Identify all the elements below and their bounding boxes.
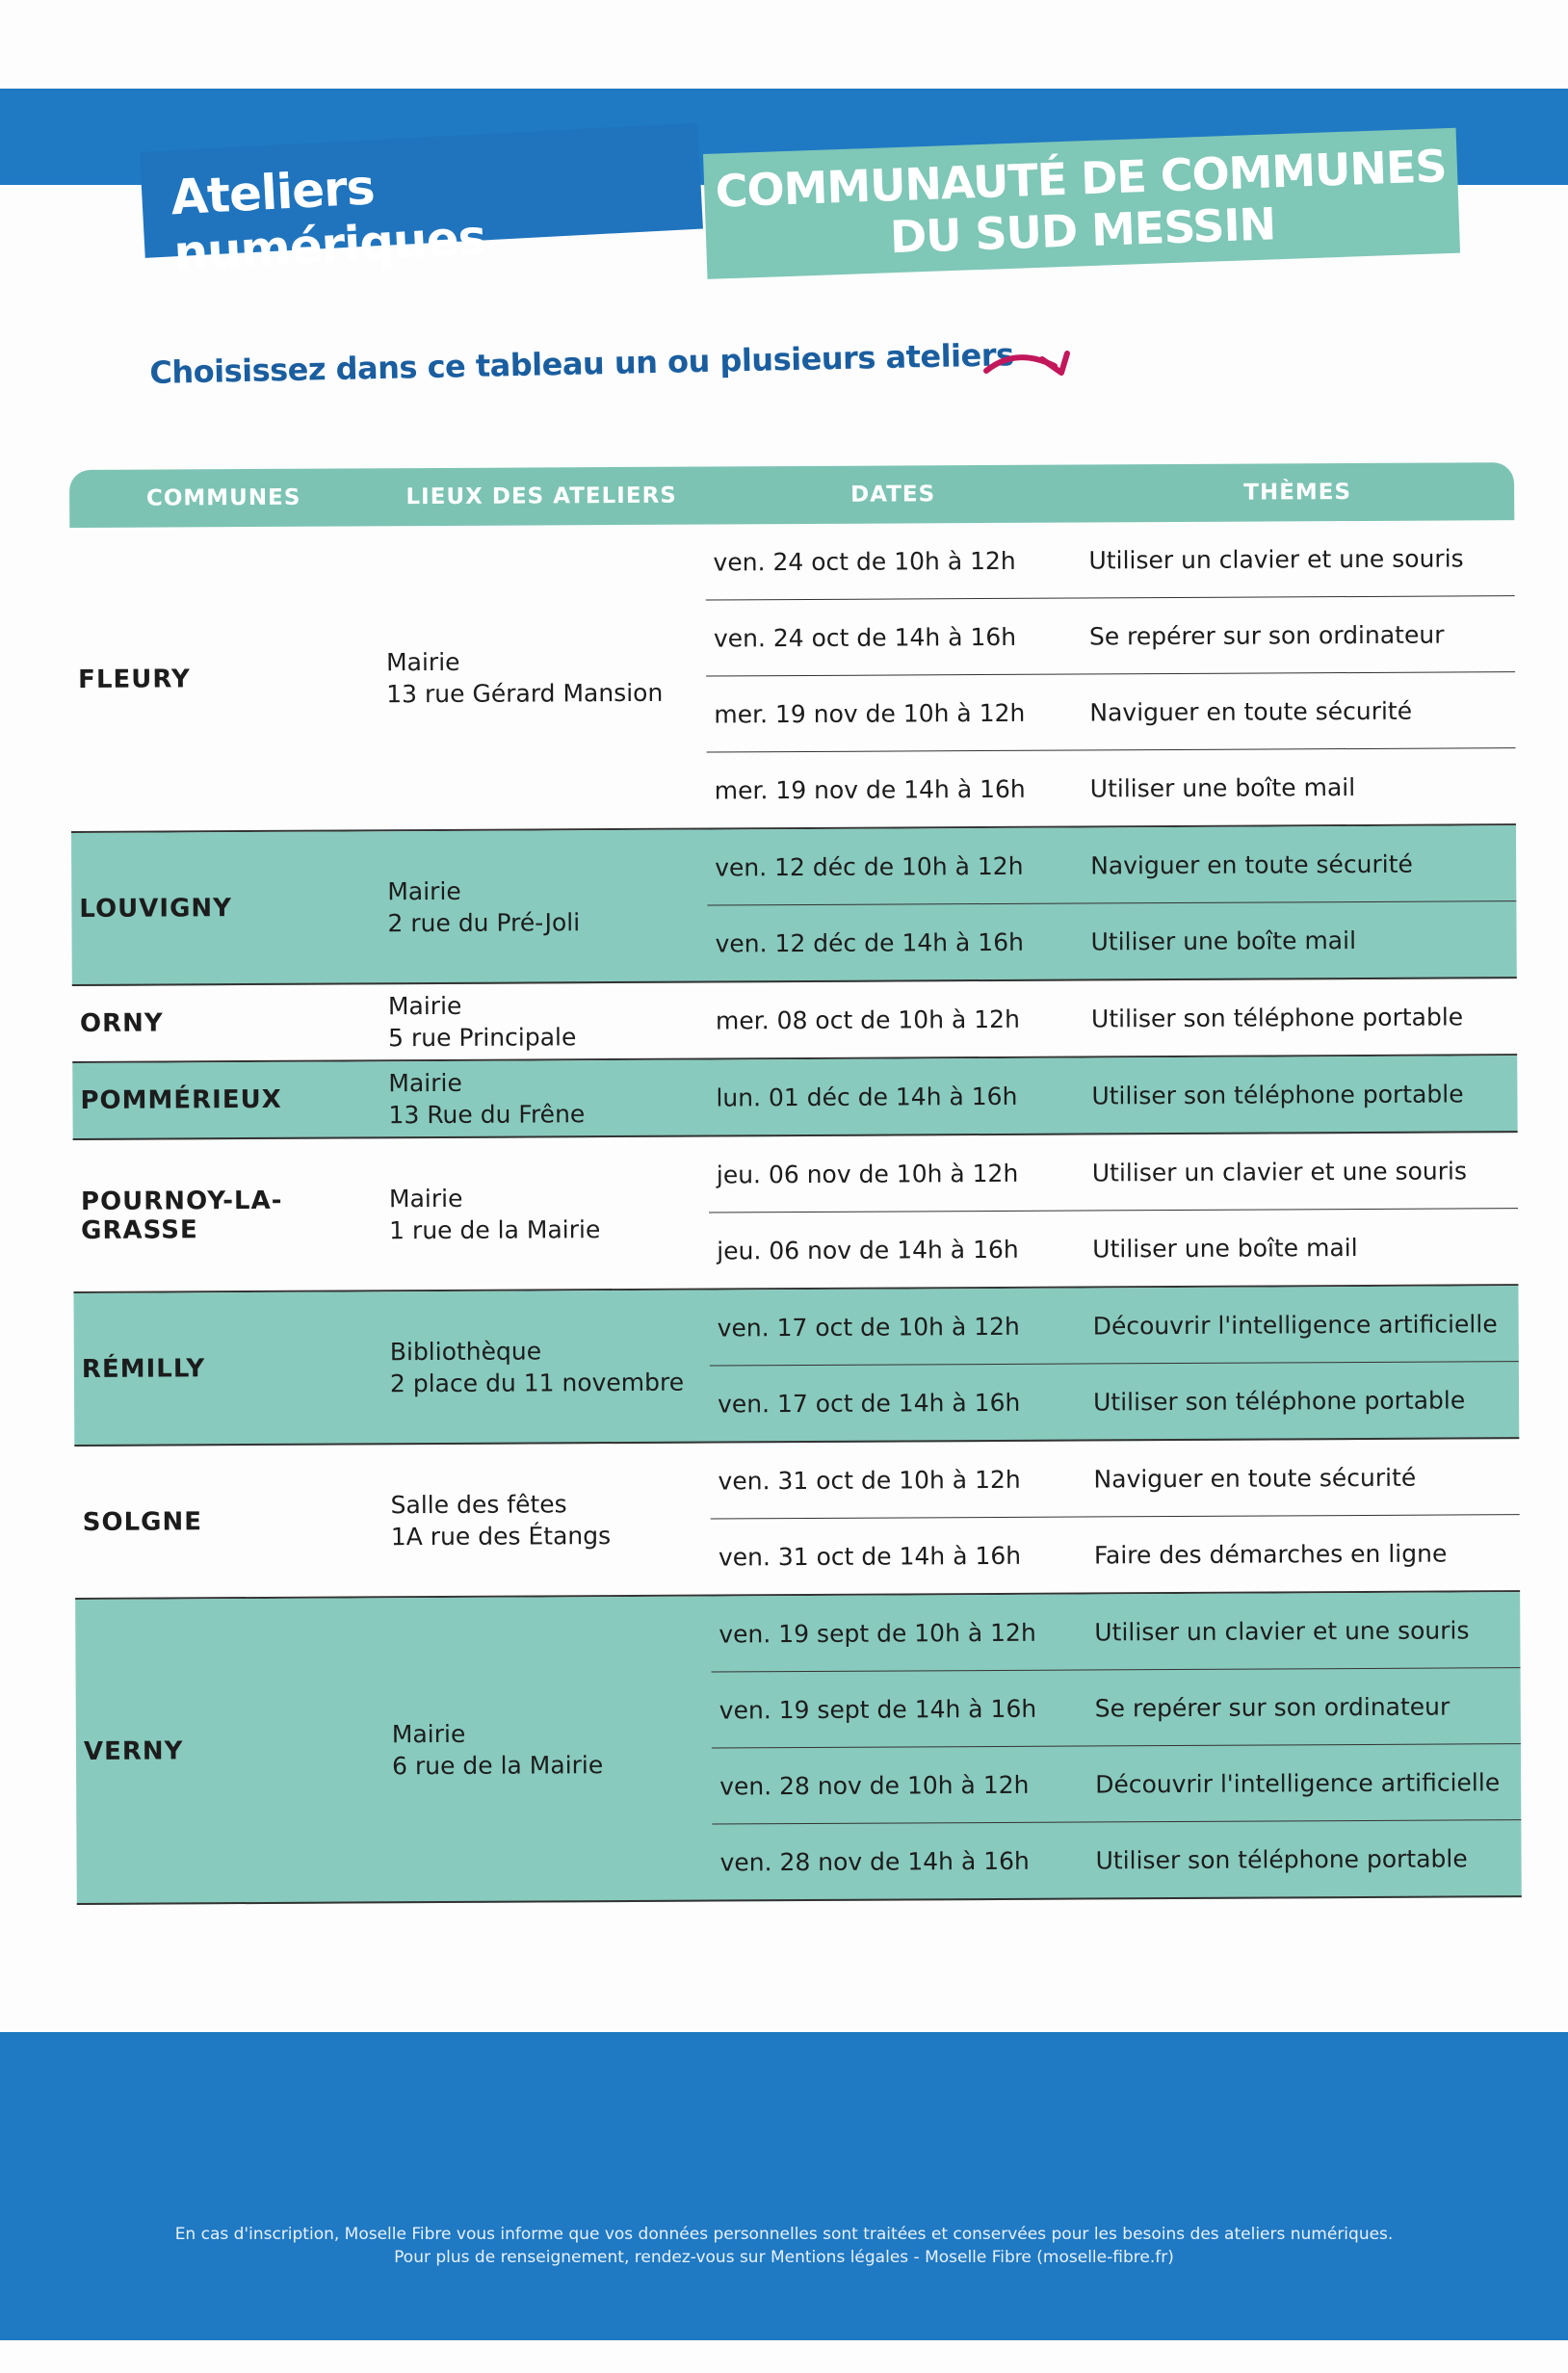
location-name: Mairie bbox=[388, 1068, 462, 1098]
session-date: lun. 01 déc de 14h à 16h bbox=[716, 1082, 1018, 1111]
session-date: mer. 19 nov de 14h à 16h bbox=[714, 774, 1026, 804]
commune-group bbox=[73, 1286, 1519, 1447]
workshop-location bbox=[380, 1060, 708, 1137]
session-theme: Utiliser une boîte mail bbox=[1089, 772, 1356, 802]
workshop-location bbox=[382, 1444, 711, 1597]
commune-name: SOLGNE bbox=[82, 1506, 203, 1537]
session-row bbox=[708, 1056, 1517, 1134]
session-date: ven. 17 oct de 14h à 16h bbox=[718, 1388, 1021, 1418]
location-address: 1 rue de la Mairie bbox=[389, 1214, 601, 1244]
commune-name: LOUVIGNY bbox=[79, 893, 233, 924]
session-theme: Utiliser son téléphone portable bbox=[1093, 1385, 1466, 1416]
header-dates: DATES bbox=[850, 482, 936, 508]
session-date: ven. 12 déc de 10h à 12h bbox=[715, 851, 1024, 881]
community-name-line1: COMMUNAUTÉ DE COMMUNES bbox=[714, 140, 1448, 218]
location-address: 13 rue Gérard Mansion bbox=[386, 678, 664, 708]
session-list bbox=[711, 1592, 1522, 1899]
session-row bbox=[712, 1820, 1521, 1899]
session-list bbox=[709, 1133, 1519, 1288]
session-row bbox=[712, 1668, 1521, 1748]
workshop-location bbox=[380, 983, 708, 1060]
session-list bbox=[708, 978, 1517, 1057]
session-row bbox=[712, 1744, 1521, 1824]
session-date: ven. 24 oct de 14h à 16h bbox=[713, 622, 1017, 652]
session-date: ven. 12 déc de 14h à 16h bbox=[715, 927, 1024, 957]
location-name: Mairie bbox=[387, 991, 462, 1021]
session-theme: Utiliser son téléphone portable bbox=[1090, 1002, 1464, 1032]
session-row bbox=[706, 672, 1515, 752]
session-theme: Faire des démarches en ligne bbox=[1093, 1539, 1448, 1569]
session-date: ven. 28 nov de 14h à 16h bbox=[719, 1846, 1030, 1876]
commune-name: VERNY bbox=[83, 1735, 184, 1766]
session-row bbox=[711, 1515, 1520, 1594]
session-theme: Naviguer en toute sécurité bbox=[1089, 696, 1413, 726]
session-theme: Utiliser un clavier et une souris bbox=[1094, 1615, 1470, 1646]
commune-group bbox=[72, 978, 1517, 1063]
commune-group bbox=[69, 520, 1516, 833]
session-list bbox=[707, 825, 1517, 980]
session-date: mer. 08 oct de 10h à 12h bbox=[715, 1004, 1020, 1034]
header-lieux: LIEUX DES ATELIERS bbox=[405, 482, 677, 510]
curved-arrow-icon bbox=[982, 342, 1079, 390]
session-theme: Utiliser une boîte mail bbox=[1090, 926, 1357, 955]
session-date: jeu. 06 nov de 14h à 16h bbox=[717, 1235, 1019, 1265]
commune-group bbox=[71, 825, 1517, 986]
session-row bbox=[710, 1439, 1519, 1519]
community-banner bbox=[703, 128, 1460, 279]
session-row bbox=[711, 1592, 1520, 1672]
session-row bbox=[707, 748, 1516, 827]
workshop-location bbox=[378, 525, 707, 830]
session-theme: Utiliser un clavier et une souris bbox=[1088, 543, 1464, 574]
session-theme: Utiliser son téléphone portable bbox=[1091, 1079, 1464, 1109]
location-address: 6 rue de la Mairie bbox=[391, 1750, 604, 1780]
location-address: 5 rue Principale bbox=[388, 1023, 577, 1053]
commune-group bbox=[73, 1133, 1519, 1293]
session-date: ven. 19 sept de 10h à 12h bbox=[719, 1618, 1036, 1648]
location-name: Bibliothèque bbox=[389, 1336, 542, 1366]
location-address: 2 rue du Pré-Joli bbox=[387, 907, 581, 937]
location-address: 2 place du 11 novembre bbox=[389, 1368, 685, 1397]
session-row bbox=[709, 1133, 1518, 1213]
session-theme: Se repérer sur son ordinateur bbox=[1088, 620, 1445, 650]
location-address: 1A rue des Étangs bbox=[390, 1521, 612, 1551]
commune-name: POURNOY-LA-GRASSE bbox=[80, 1186, 283, 1245]
session-date: ven. 24 oct de 10h à 12h bbox=[713, 546, 1016, 577]
legal-footer bbox=[0, 2223, 1568, 2269]
session-date: ven. 17 oct de 10h à 12h bbox=[717, 1312, 1020, 1342]
page-title: Ateliers numériques bbox=[170, 159, 487, 282]
table-body bbox=[69, 520, 1521, 1905]
location-address: 13 Rue du Frêne bbox=[388, 1100, 586, 1130]
session-row bbox=[707, 901, 1516, 980]
footer-line-1: En cas d'inscription, Moselle Fibre vous informe que vos données personnelles sont traitées et conservées pour les besoins des ateliers numériques. bbox=[174, 2225, 1394, 2244]
session-theme: Utiliser un clavier et une souris bbox=[1091, 1156, 1468, 1186]
commune-name: POMMÉRIEUX bbox=[80, 1084, 282, 1115]
session-theme: Naviguer en toute sécurité bbox=[1090, 849, 1413, 879]
workshop-location bbox=[383, 1597, 713, 1902]
commune-group bbox=[75, 1592, 1522, 1905]
commune-group bbox=[74, 1439, 1520, 1600]
session-date: jeu. 06 nov de 10h à 12h bbox=[716, 1159, 1019, 1188]
commune-name: ORNY bbox=[79, 1008, 164, 1038]
session-list bbox=[705, 520, 1516, 827]
session-row bbox=[709, 1209, 1518, 1288]
commune-name: FLEURY bbox=[78, 664, 191, 694]
community-name-line2: DU SUD MESSIN bbox=[889, 197, 1276, 264]
header-communes: COMMUNES bbox=[145, 484, 301, 511]
location-name: Mairie bbox=[388, 1184, 463, 1213]
session-row bbox=[705, 520, 1514, 600]
workshop-location bbox=[381, 1291, 710, 1444]
instruction-text: Choisissez dans ce tableau un ou plusieurs ateliers bbox=[149, 336, 1014, 391]
session-row bbox=[709, 1286, 1518, 1366]
session-date: ven. 31 oct de 10h à 12h bbox=[718, 1465, 1021, 1495]
session-theme: Découvrir l'intelligence artificielle bbox=[1092, 1309, 1498, 1340]
table-header bbox=[69, 462, 1514, 528]
session-list bbox=[709, 1286, 1519, 1441]
header-themes: THÈMES bbox=[1243, 480, 1352, 506]
workshop-location bbox=[379, 830, 708, 983]
session-theme: Découvrir l'intelligence artificielle bbox=[1095, 1767, 1501, 1798]
session-list bbox=[710, 1439, 1520, 1594]
session-theme: Se repérer sur son ordinateur bbox=[1094, 1692, 1450, 1722]
commune-name: RÉMILLY bbox=[81, 1353, 206, 1384]
session-date: mer. 19 nov de 10h à 12h bbox=[714, 698, 1026, 728]
session-row bbox=[710, 1362, 1519, 1441]
session-row bbox=[707, 825, 1516, 905]
session-list bbox=[708, 1056, 1517, 1134]
session-date: ven. 19 sept de 14h à 16h bbox=[719, 1694, 1037, 1724]
commune-group bbox=[72, 1056, 1517, 1140]
session-date: ven. 28 nov de 10h à 12h bbox=[719, 1770, 1030, 1800]
session-date: ven. 31 oct de 14h à 16h bbox=[718, 1541, 1022, 1571]
workshop-location bbox=[381, 1137, 710, 1291]
session-theme: Utiliser une boîte mail bbox=[1092, 1233, 1358, 1263]
location-name: Mairie bbox=[391, 1719, 466, 1748]
session-row bbox=[708, 978, 1517, 1057]
location-name: Salle des fêtes bbox=[390, 1489, 567, 1519]
session-theme: Naviguer en toute sécurité bbox=[1093, 1463, 1417, 1493]
location-name: Mairie bbox=[387, 876, 461, 905]
location-name: Mairie bbox=[385, 647, 460, 676]
footer-line-2: Pour plus de renseignement, rendez-vous sur Mentions légales - Moselle Fibre (moselle-fibre.fr) bbox=[394, 2248, 1174, 2267]
session-row bbox=[706, 596, 1515, 676]
workshop-table bbox=[69, 462, 1522, 1905]
bottom-blue-band bbox=[0, 2032, 1568, 2340]
session-theme: Utiliser son téléphone portable bbox=[1095, 1843, 1468, 1874]
